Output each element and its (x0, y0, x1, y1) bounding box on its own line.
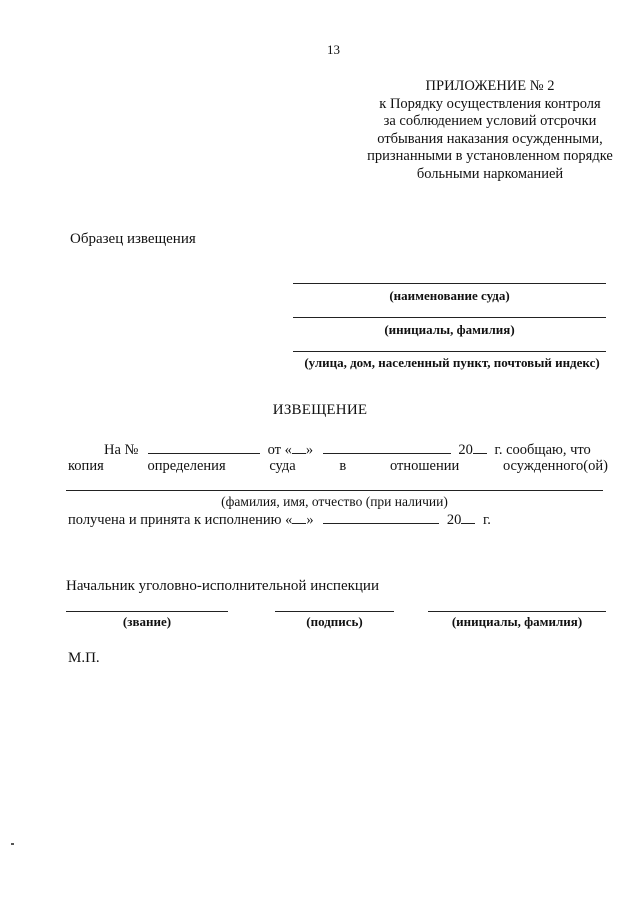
received-suffix: г. (482, 512, 491, 528)
word: в (339, 458, 347, 474)
number-prefix: На № (104, 442, 139, 458)
quote-close: » (306, 512, 314, 528)
appendix-line: к Порядку осуществления контроля (379, 95, 601, 112)
address-field[interactable] (293, 351, 606, 352)
convict-name-field[interactable] (66, 490, 603, 491)
month-field[interactable] (323, 440, 451, 454)
judge-name-field[interactable] (293, 317, 606, 318)
appendix-header (355, 78, 625, 183)
day-field[interactable] (292, 440, 306, 454)
scan-speck (11, 843, 14, 845)
received-day-field[interactable] (292, 510, 306, 524)
page-number: 13 (327, 42, 340, 57)
year-prefix: 20 (458, 442, 473, 458)
body-line-1 (104, 440, 591, 459)
court-name-caption: (наименование суда) (389, 288, 510, 303)
rank-field[interactable] (66, 611, 228, 612)
appendix-line: отбывания наказания осужденными, (377, 130, 603, 147)
address-caption: (улица, дом, населенный пункт, почтовый индекс) (304, 355, 600, 370)
signer-name-field[interactable] (428, 611, 606, 612)
judge-name-caption: (инициалы, фамилия) (384, 322, 515, 337)
body-line-4 (68, 510, 491, 529)
received-month-field[interactable] (323, 510, 439, 524)
word: осужденного(ой) (502, 458, 608, 474)
word: суда (269, 458, 296, 474)
appendix-line: за соблюдением условий отсрочки (383, 113, 597, 129)
received-prefix: получена и принята к исполнению « (68, 512, 293, 528)
signer-name-caption: (инициалы, фамилия) (451, 614, 583, 629)
signature-field[interactable] (275, 611, 394, 612)
quote-close: » (305, 442, 314, 458)
year-field[interactable] (473, 440, 487, 454)
received-year-prefix: 20 (446, 512, 462, 528)
signature-caption: (подпись) (306, 614, 363, 629)
rank-caption: (звание) (122, 614, 172, 629)
body-line-2 (68, 458, 608, 475)
convict-name-caption: (фамилия, имя, отчество (при наличии) (221, 494, 448, 509)
appendix-line: признанными в установленном порядке (367, 148, 613, 164)
appendix-line: больными наркоманией (416, 165, 564, 182)
sample-label: Образец извещения (70, 231, 196, 247)
appendix-title: ПРИЛОЖЕНИЕ № 2 (425, 78, 555, 94)
document-title: ИЗВЕЩЕНИЕ (272, 402, 368, 418)
date-prefix: от « (267, 442, 292, 458)
word: определения (147, 458, 226, 474)
word: копия (68, 458, 104, 474)
line1-suffix: г. сообщаю, что (494, 442, 591, 458)
stamp-label: М.П. (68, 650, 100, 666)
word: отношении (389, 458, 460, 474)
number-field[interactable] (148, 440, 260, 454)
court-name-field[interactable] (293, 283, 606, 284)
received-year-field[interactable] (461, 510, 475, 524)
position-title: Начальник уголовно-исполнительной инспекции (66, 578, 379, 594)
